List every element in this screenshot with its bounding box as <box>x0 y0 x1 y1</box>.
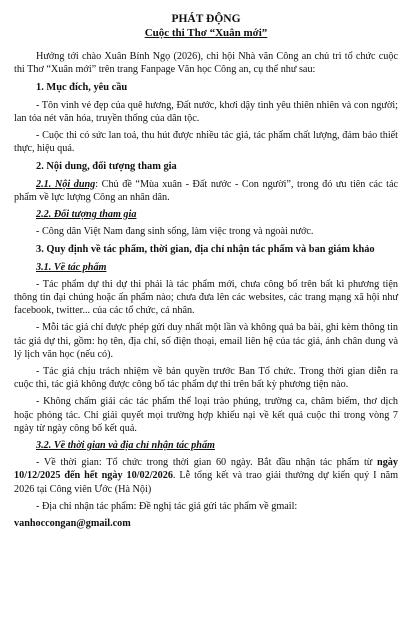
section-2-1-text: : Chủ đề “Mùa xuân - Đất nước - Con người”, trong đó ưu tiên các tác phẩm về lực lượng Công an nhân dân. <box>14 178 398 203</box>
section-3-1-paragraph-3: - Tác giả chịu trách nhiệm về bản quyền trước Ban Tổ chức. Trong thời gian diễn ra cuộc thi, tác giả không được công bố tác phẩm dự thi trên bất kỳ phương tiện nào. <box>14 366 398 391</box>
section-3-2-label: 3.2. Về thời gian và địa chỉ nhận tác phẩm <box>36 440 215 452</box>
section-2-1-paragraph <box>14 178 398 204</box>
section-2-2-label: 2.2. Đối tượng tham gia <box>36 209 137 221</box>
document-subtitle: Cuộc thi Thơ “Xuân mới” <box>144 27 268 39</box>
section-3-heading: 3. Quy định về tác phẩm, thời gian, địa chỉ nhận tác phẩm và ban giám khảo <box>36 244 375 256</box>
section-3-1-paragraph-1: - Tác phẩm dự thi dự thi phải là tác phẩm mới, chưa công bố trên bất kì phương tiện thông tin đại chúng hoặc ấn phẩm nào; chưa đưa lên các websites, các trang mạng xã hội như facebook, twitter... của các tổ chức, cá nhân. <box>14 278 398 317</box>
section-2-2-paragraph: - Công dân Việt Nam đang sinh sống, làm việc trong và ngoài nước. <box>36 226 314 238</box>
section-1-paragraph-1: - Tôn vinh vẻ đẹp của quê hương, Đất nước, khơi dậy tình yêu thiên nhiên và con người; lan tỏa nét văn hóa, truyền thống của dân tộc. <box>14 99 398 124</box>
section-3-2-heading <box>14 439 398 452</box>
section-3-2-paragraph-2: - Địa chỉ nhận tác phẩm: Đề nghị tác giả gửi tác phẩm về gmail: <box>36 500 298 512</box>
section-3-1-paragraph-4: - Không chấm giải các tác phẩm thể loại trào phúng, trường ca, châm biếm, thơ dịch hoặc phỏng tác. Chỉ giải quyết mọi trường hợp khiếu nại về kết quả cuộc thi trong vòng 7 ngày từ ngày công bố kết quả. <box>14 396 398 434</box>
time-text-end: . Lễ tổng kết và trao giải thưởng dự kiến quý I năm 2026 tại Công viên Ước (Hà Nội) <box>14 470 399 495</box>
intro-paragraph: Hướng tới chào Xuân Bính Ngọ (2026), chi hội Nhà văn Công an chủ trì tổ chức cuộc thi Thơ “Xuân mới” trên trang Fanpage Văn học Công an, cụ thể như sau: <box>14 51 398 76</box>
section-3-1-heading <box>14 261 398 274</box>
section-1-heading: 1. Mục đích, yêu cầu <box>36 82 128 94</box>
section-2-2-heading <box>14 208 398 221</box>
section-3-1-paragraph-2: - Mỗi tác giả chỉ được phép gửi duy nhất một lần và không quá ba bài, ghi kèm thông tin tác giả dự thi, gồm: họ tên, địa chỉ, số điện thoại, email liên hệ của tác giả, ảnh chân dung và lý lịch văn học (nếu có). <box>14 322 398 360</box>
time-date-range: ngày 10/12/2025 đến hết ngày 10/02/2026 <box>14 457 398 482</box>
section-3-1-label: 3.1. Về tác phẩm <box>36 261 107 273</box>
section-2-1-label: 2.1. Nội dung <box>36 178 96 190</box>
section-1-paragraph-2: - Cuộc thi có sức lan toả, thu hút được nhiều tác giả, tác phẩm chất lượng, đảm bảo thiết thực, hiệu quả. <box>14 130 398 155</box>
contact-email: vanhoccongan@gmail.com <box>14 518 131 530</box>
document-title: PHÁT ĐỘNG <box>171 13 241 25</box>
section-3-2-paragraph-1 <box>14 456 398 496</box>
time-text-start: - Về thời gian: Tổ chức trong thời gian 60 ngày. Bắt đầu nhận tác phẩm từ <box>36 457 378 469</box>
section-2-heading: 2. Nội dung, đối tượng tham gia <box>36 161 177 173</box>
